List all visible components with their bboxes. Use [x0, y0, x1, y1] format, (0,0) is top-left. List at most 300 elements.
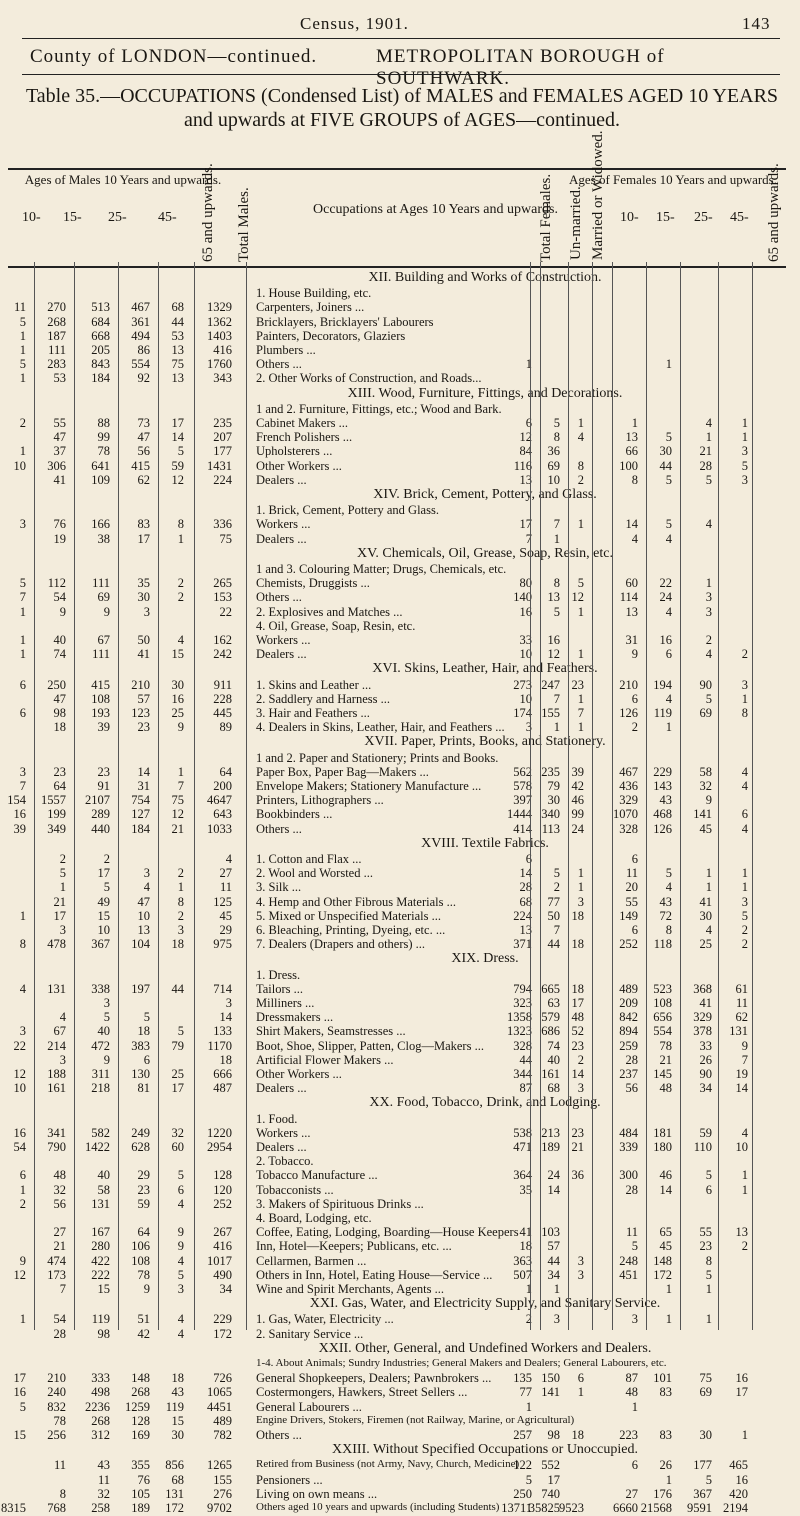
occupation-label: Others ...: [256, 590, 302, 605]
male-value: 25: [171, 706, 184, 720]
age-f-10: 10-: [620, 210, 639, 225]
female-value: 4: [741, 1125, 748, 1140]
male-value: 207: [213, 430, 232, 445]
female-value: 69: [699, 706, 712, 720]
male-value: 51: [137, 1312, 150, 1327]
female-value: 364: [513, 1168, 532, 1183]
female-value: 5: [553, 866, 560, 881]
female-value: 65: [659, 1225, 672, 1240]
male-value: 112: [47, 576, 66, 591]
male-value: 214: [47, 1038, 66, 1053]
female-value: 74: [547, 1038, 560, 1053]
male-value: 111: [92, 576, 110, 591]
female-value: 224: [513, 908, 532, 923]
female-value: 101: [653, 1371, 672, 1386]
male-value: 9: [59, 604, 66, 619]
female-value: 367: [693, 1486, 712, 1501]
female-value: 7: [525, 531, 532, 546]
male-value: 3: [143, 866, 150, 881]
male-value: 166: [91, 517, 110, 532]
male-value: 9: [143, 1282, 150, 1296]
male-value: 17: [13, 1371, 26, 1386]
occupation-label: 4. Board, Lodging, etc.: [256, 1211, 372, 1225]
male-value: 3: [143, 604, 150, 619]
male-value: 91: [97, 779, 110, 793]
male-value: 714: [213, 981, 232, 996]
male-value: 10: [137, 908, 150, 923]
female-value: 842: [619, 1010, 638, 1025]
female-value: 8: [553, 430, 560, 445]
male-value: 726: [213, 1371, 232, 1386]
female-value: 33: [699, 1038, 712, 1053]
female-value: 63: [547, 996, 560, 1010]
male-value: 4: [177, 1312, 184, 1327]
page-number: 143: [742, 14, 771, 33]
male-value: 12: [13, 1067, 26, 1081]
female-value: 87: [625, 1371, 638, 1386]
female-value: 6: [741, 807, 748, 822]
male-value: 44: [171, 981, 184, 996]
female-value: 5: [705, 691, 712, 706]
female-value: 26: [699, 1052, 712, 1067]
male-value: 250: [47, 677, 66, 692]
female-value: 177: [693, 1458, 712, 1473]
occupation-label: Dealers ...: [256, 1081, 307, 1096]
occupation-label: 2. Sanitary Service ...: [256, 1326, 364, 1341]
occupation-label: Envelope Makers; Stationery Manufacture ...: [256, 779, 482, 793]
male-value: 30: [171, 1428, 184, 1442]
female-value: 3: [577, 894, 584, 909]
male-value: 13: [171, 371, 184, 386]
female-value: 32: [699, 779, 712, 793]
male-value: 56: [137, 444, 150, 459]
female-value: 740: [541, 1486, 560, 1501]
male-value: 75: [171, 357, 184, 372]
female-value: 5: [705, 1472, 712, 1487]
female-value: 26: [659, 1458, 672, 1473]
female-value: 368: [693, 981, 712, 996]
male-value: 11: [53, 1458, 66, 1473]
male-value: 489: [213, 1413, 232, 1428]
male-value: 494: [131, 328, 150, 343]
male-value: 111: [48, 343, 66, 357]
female-value: 11: [625, 866, 638, 881]
female-value: 5: [705, 1267, 712, 1282]
occupation-label: Dealers ...: [256, 531, 307, 546]
male-value: 1: [19, 1182, 26, 1197]
female-value: 6: [705, 1182, 712, 1197]
female-value: 4: [665, 691, 672, 706]
female-value: 75: [699, 1371, 712, 1386]
female-value: 118: [653, 937, 672, 952]
female-value: 11: [625, 1225, 638, 1240]
female-value: 31: [625, 633, 638, 647]
female-value: 12: [547, 647, 560, 662]
male-value: 8315: [1, 1501, 26, 1515]
male-value: 155: [213, 1472, 232, 1487]
female-value: 329: [693, 1010, 712, 1025]
female-value: 23: [571, 1125, 584, 1140]
male-value: 1362: [207, 314, 232, 329]
occupation-label: 3. Silk ...: [256, 880, 302, 895]
male-value: 6: [177, 1182, 184, 1197]
male-value: 222: [91, 1267, 110, 1282]
occupation-label: Workers ...: [256, 517, 311, 532]
column-rule: [646, 262, 647, 1330]
male-value: 790: [47, 1140, 66, 1154]
female-value: 68: [547, 1081, 560, 1096]
occupation-label: Bricklayers, Bricklayers' Labourers: [256, 314, 434, 329]
male-value: 187: [47, 328, 66, 343]
female-value: 273: [513, 677, 532, 692]
female-value: 62: [735, 1010, 748, 1025]
male-value: 99: [97, 430, 110, 445]
occupation-label: 1. Food.: [256, 1111, 298, 1126]
male-value: 3: [177, 1282, 184, 1296]
female-value: 3: [741, 894, 748, 909]
female-value: 46: [659, 1168, 672, 1183]
female-value: 329: [619, 793, 638, 808]
male-value: 197: [131, 981, 150, 996]
female-value: 77: [547, 894, 560, 909]
female-value: 13: [625, 430, 638, 445]
male-value: 15: [97, 908, 110, 923]
male-value: 256: [47, 1428, 66, 1442]
column-rule: [540, 262, 541, 1330]
female-value: 7: [741, 1052, 748, 1067]
female-value: 552: [541, 1458, 560, 1473]
female-value: 17: [519, 517, 532, 532]
female-value: 48: [659, 1081, 672, 1096]
female-value: 114: [619, 590, 638, 605]
male-value: 1017: [207, 1253, 232, 1268]
column-rule: [246, 262, 247, 1330]
female-value: 5: [631, 1239, 638, 1254]
male-value: 4: [177, 1196, 184, 1211]
female-value: 229: [653, 764, 672, 779]
female-value: 16: [547, 633, 560, 647]
male-value: 1220: [207, 1125, 232, 1140]
female-value: 55: [625, 894, 638, 909]
male-value: 1: [177, 531, 184, 546]
female-value: 1: [705, 866, 712, 881]
male-value: 21: [53, 1239, 66, 1254]
female-value: 16: [659, 633, 672, 647]
male-value: 127: [131, 807, 150, 822]
male-value: 50: [137, 633, 150, 647]
male-value: 4: [177, 1326, 184, 1341]
female-value: 1: [705, 1312, 712, 1327]
male-value: 23: [53, 764, 66, 779]
male-value: 104: [131, 937, 150, 952]
male-value: 9: [177, 720, 184, 735]
male-value: 911: [213, 677, 232, 692]
male-value: 41: [53, 472, 66, 487]
male-value: 154: [7, 793, 26, 808]
male-value: 268: [91, 1413, 110, 1428]
female-value: 248: [619, 1253, 638, 1268]
male-value: 56: [53, 1196, 66, 1211]
female-value: 21568: [640, 1501, 672, 1515]
female-value: 6: [631, 1458, 638, 1473]
male-value: 1: [19, 371, 26, 386]
male-value: 252: [213, 1196, 232, 1211]
section-heading: XX. Food, Tobacco, Drink, and Lodging.: [369, 1095, 601, 1111]
table-row: [0, 1414, 800, 1429]
male-value: 74: [53, 647, 66, 662]
male-value: 31: [137, 779, 150, 793]
female-value: 78: [659, 1038, 672, 1053]
female-value: 35: [519, 1182, 532, 1197]
female-value: 28: [519, 880, 532, 895]
female-value: 4: [741, 821, 748, 836]
female-value: 194: [653, 677, 672, 692]
age-25: 25-: [108, 210, 127, 225]
male-value: 1431: [207, 458, 232, 473]
male-value: 29: [219, 923, 232, 937]
female-value: 126: [653, 821, 672, 836]
female-value: 3: [631, 1312, 638, 1327]
male-value: 32: [97, 1486, 110, 1501]
male-value: 9: [177, 1225, 184, 1240]
male-value: 16: [13, 807, 26, 822]
male-value: 173: [47, 1267, 66, 1282]
male-value: 6: [143, 1052, 150, 1067]
male-value: 11: [97, 1472, 110, 1487]
female-value: 1: [525, 1399, 532, 1414]
male-value: 242: [213, 647, 232, 662]
table-row: [0, 1357, 800, 1372]
male-value: 41: [137, 647, 150, 662]
female-value: 328: [619, 821, 638, 836]
male-value: 280: [91, 1239, 110, 1254]
male-value: 5: [19, 357, 26, 372]
male-value: 9: [103, 604, 110, 619]
female-value: 68: [519, 894, 532, 909]
table-row: [0, 1501, 800, 1516]
male-value: 53: [53, 371, 66, 386]
occupation-label: Others ...: [256, 357, 302, 372]
female-value: 1: [741, 1182, 748, 1197]
male-value: 5: [19, 314, 26, 329]
male-value: 78: [137, 1267, 150, 1282]
female-value: 119: [653, 706, 672, 720]
male-value: 355: [131, 1458, 150, 1473]
occupation-label: Chemists, Druggists ...: [256, 576, 370, 591]
female-value: 1: [705, 880, 712, 895]
male-value: 5: [177, 1267, 184, 1282]
occupation-label: 2. Tobacco.: [256, 1154, 314, 1169]
female-value: 28: [699, 458, 712, 473]
male-value: 1: [19, 328, 26, 343]
column-rule: [612, 262, 613, 1330]
male-value: 119: [91, 1312, 110, 1327]
female-value: 235: [541, 764, 560, 779]
female-value: 100: [619, 458, 638, 473]
female-value: 1: [577, 691, 584, 706]
female-value: 150: [541, 1371, 560, 1386]
female-value: 45: [699, 821, 712, 836]
male-value: 14: [219, 1010, 232, 1025]
male-value: 5: [143, 1010, 150, 1025]
female-value: 3: [741, 677, 748, 692]
female-value: 1: [577, 604, 584, 619]
male-value: 47: [53, 430, 66, 445]
female-value: 1: [577, 647, 584, 662]
male-value: 88: [97, 416, 110, 430]
section-heading: XVII. Paper, Prints, Books, and Stationery.: [364, 734, 606, 750]
males-group-heading: Ages of Males 10 Years and upwards.: [24, 172, 222, 187]
male-value: 582: [91, 1125, 110, 1140]
male-value: 2: [177, 908, 184, 923]
female-value: 436: [619, 779, 638, 793]
female-value: 126: [619, 706, 638, 720]
occupation-label: 2. Saddlery and Harness ...: [256, 691, 390, 706]
male-value: 341: [47, 1125, 66, 1140]
male-value: 75: [219, 531, 232, 546]
male-value: 235: [213, 416, 232, 430]
male-value: 1: [19, 908, 26, 923]
female-value: 98: [547, 1428, 560, 1442]
female-value: 8: [741, 706, 748, 720]
female-value: 113: [541, 821, 560, 836]
female-value: 1358: [507, 1010, 532, 1025]
male-value: 17: [97, 866, 110, 881]
male-value: 18: [171, 937, 184, 952]
occupation-label: Milliners ...: [256, 996, 315, 1010]
male-value: 416: [213, 1239, 232, 1254]
male-value: 27: [219, 866, 232, 881]
female-value: 1: [631, 416, 638, 430]
male-value: 3: [19, 517, 26, 532]
female-value: 523: [653, 981, 672, 996]
male-value: 54: [53, 1312, 66, 1327]
female-value: 30: [699, 908, 712, 923]
male-value: 343: [213, 371, 232, 386]
female-value: 1: [577, 880, 584, 895]
male-value: 1329: [207, 300, 232, 315]
female-value: 8: [665, 923, 672, 937]
female-value: 50: [547, 908, 560, 923]
male-value: 7: [19, 779, 26, 793]
female-value: 397: [513, 793, 532, 808]
female-value: 259: [619, 1038, 638, 1053]
female-value: 1: [553, 1282, 560, 1296]
female-value: 87: [519, 1081, 532, 1096]
female-value: 210: [619, 677, 638, 692]
male-value: 119: [165, 1399, 184, 1414]
female-value: 213: [541, 1125, 560, 1140]
male-value: 14: [137, 764, 150, 779]
male-value: 69: [97, 590, 110, 605]
female-value: 209: [619, 996, 638, 1010]
female-value: 80: [519, 576, 532, 591]
male-value: 172: [165, 1501, 184, 1515]
occupation-label: 1-4. About Animals; Sundry Industries; General Makers and Dealers; General Labourers, etc.: [256, 1357, 667, 1369]
female-value: 3: [553, 1312, 560, 1327]
occupation-label: 7. Dealers (Drapers and others) ...: [256, 937, 426, 952]
male-value: 210: [131, 677, 150, 692]
female-value: 2: [705, 633, 712, 647]
female-value: 11: [735, 996, 748, 1010]
female-value: 1: [665, 1282, 672, 1296]
male-value: 57: [137, 691, 150, 706]
male-value: 111: [92, 647, 110, 662]
male-value: 333: [91, 1371, 110, 1386]
female-value: 99: [571, 807, 584, 822]
female-value: 145: [653, 1067, 672, 1081]
occupation-label: 2. Wool and Worsted ...: [256, 866, 373, 881]
male-value: 109: [91, 472, 110, 487]
column-rule: [34, 262, 35, 1330]
female-value: 58: [699, 764, 712, 779]
female-value: 8: [577, 458, 584, 473]
female-value: 2: [631, 720, 638, 735]
male-value: 86: [137, 343, 150, 357]
female-value: 21: [571, 1140, 584, 1154]
female-value: 30: [659, 444, 672, 459]
male-value: 162: [213, 633, 232, 647]
female-value: 40: [547, 1052, 560, 1067]
female-value: 2: [577, 1052, 584, 1067]
male-value: 7: [177, 779, 184, 793]
male-value: 1265: [207, 1458, 232, 1473]
female-value: 6: [631, 923, 638, 937]
rule: [22, 38, 780, 39]
female-value: 14: [735, 1081, 748, 1096]
female-value: 103: [541, 1225, 560, 1240]
female-value: 56: [625, 1081, 638, 1096]
male-value: 4: [177, 633, 184, 647]
female-value: 48: [625, 1385, 638, 1400]
female-value: 90: [699, 1067, 712, 1081]
male-value: 105: [131, 1486, 150, 1501]
male-value: 9: [177, 1239, 184, 1254]
male-value: 270: [47, 300, 66, 315]
occupation-label: Cabinet Makers ...: [256, 416, 348, 430]
female-value: 18: [519, 1239, 532, 1254]
male-value: 6: [19, 706, 26, 720]
male-value: 17: [171, 1081, 184, 1096]
female-value: 13: [519, 923, 532, 937]
male-value: 68: [171, 1472, 184, 1487]
male-value: 120: [213, 1182, 232, 1197]
occupation-label: Painters, Decorators, Glaziers: [256, 328, 406, 343]
female-value: 247: [541, 677, 560, 692]
male-value: 78: [97, 444, 110, 459]
female-value: 1: [553, 531, 560, 546]
female-value: 1: [631, 1399, 638, 1414]
male-value: 45: [219, 908, 232, 923]
female-value: 451: [619, 1267, 638, 1282]
male-value: 23: [137, 1182, 150, 1197]
female-value: 28: [625, 1182, 638, 1197]
male-value: 47: [53, 691, 66, 706]
section-heading: XVI. Skins, Leather, Hair, and Feathers.: [372, 661, 598, 677]
female-value: 16: [735, 1472, 748, 1487]
female-value: 4: [741, 764, 748, 779]
male-value: 108: [91, 691, 110, 706]
table-row: [0, 1371, 800, 1386]
occupation-label: Others in Inn, Hotel, Eating House—Service ...: [256, 1267, 493, 1282]
male-value: 22: [219, 604, 232, 619]
occupation-label: Printers, Lithographers ...: [256, 793, 384, 808]
occupation-label: 5. Mixed or Unspecified Materials ...: [256, 908, 442, 923]
female-value: 28: [625, 1052, 638, 1067]
female-value: 2: [741, 647, 748, 662]
female-value: 17: [547, 1472, 560, 1487]
male-value: 1: [19, 343, 26, 357]
